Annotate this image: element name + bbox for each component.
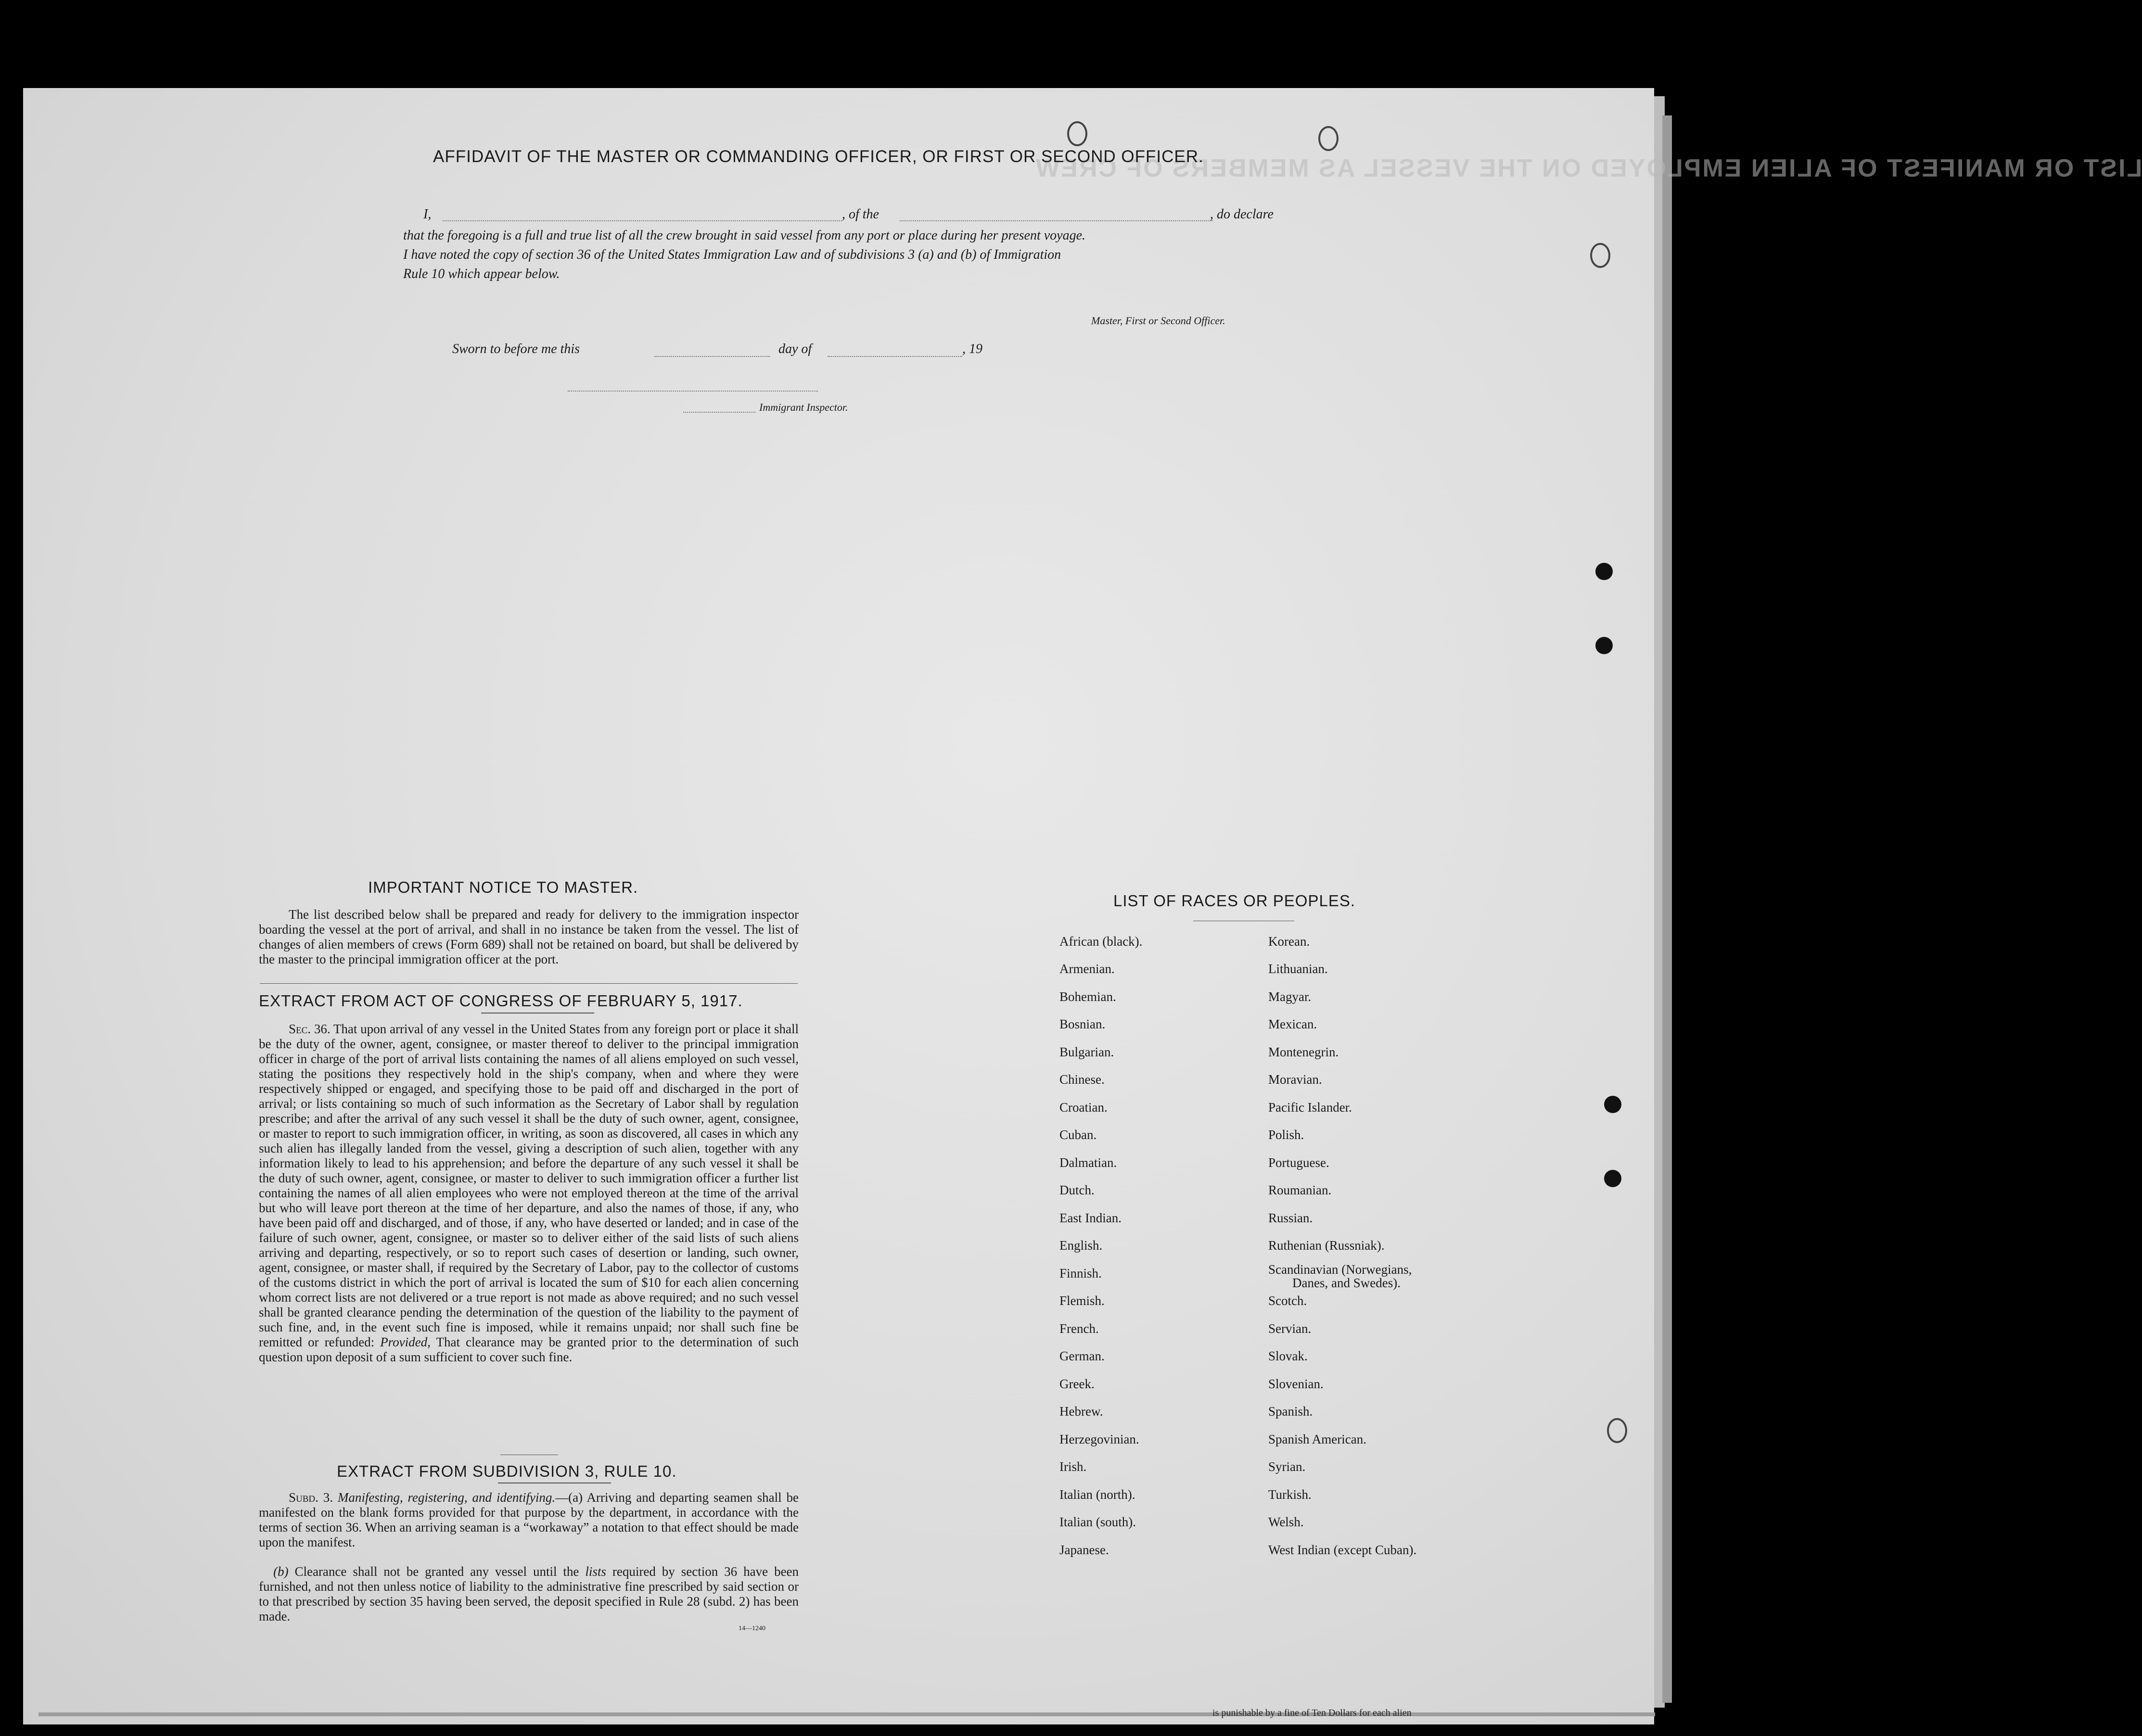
act-body <box>259 1022 799 1365</box>
day-blank <box>654 356 770 357</box>
affidavit-line-4: Rule 10 which appear below. <box>403 266 560 281</box>
punch-hole-icon <box>1595 637 1613 654</box>
race-item: Roumanian. <box>1268 1183 1332 1197</box>
race-item: West Indian (except Cuban). <box>1268 1543 1417 1557</box>
affidavit-i: I, <box>423 207 432 222</box>
race-item: Dalmatian. <box>1059 1155 1117 1170</box>
race-item: Italian (south). <box>1059 1515 1136 1529</box>
race-item: Turkish. <box>1268 1487 1312 1502</box>
act-text: That upon arrival of any vessel in the United States from any foreign port or place it shall be the duty of the owner, agent, consignee, or master thereof to deliver to the principal immigration officer in charge of the port of arrival lists containing the names of all aliens employed on such vessel, stating the positions they respectively hold in the ship's company, when and where they were respectively shipped or engaged, and specifying those to be paid off and discharged in the port of arrival; or lists containing so much of such information as the Secretary of Labor shall by regulation prescribe; and after the arrival of any such vessel it shall be the duty of such owner, agent, consignee, or master to report to such immigration officer, in writing, as soon as discovered, all cases in which any such alien has illegally landed from the vessel, giving a description of such alien, together with any information likely to lead to his apprehension; and before the departure of any such vessel it shall be the duty of such owner, agent, consignee, or master to deliver to such immigration officer a further list containing the names of all alien employees who were not employed thereon at the time of the arrival but who will leave port thereon at the time of her departure, and also the names of those, if any, who have been paid off and discharged, and of those, if any, who have deserted or landed; and in case of the failure of such owner, agent, consignee, or master so to deliver either of the said lists of such aliens arriving and departing, respectively, or so to report such cases of desertion or landing, such owner, agent, consignee, or master shall, if required by the Secretary of Labor, pay to the collector of customs of the customs district in which the port of arrival is located the sum of $10 for each alien concerning whom correct lists are not delivered or a true report is not made as above required; and no such vessel shall be granted clearance pending the determination of the question of the liability to the payment of such fine, and, in the event such fine is imposed, while it remains unpaid; nor shall such fine be remitted or refunded: <box>259 1022 799 1349</box>
race-item: Irish. <box>1059 1459 1087 1474</box>
rule-para-b <box>259 1564 799 1624</box>
sworn-day-of: day of <box>778 342 812 356</box>
race-item: Welsh. <box>1268 1515 1304 1529</box>
race-item: Russian. <box>1268 1211 1313 1225</box>
bleed-through-header: LIST OR MANIFEST OF ALIEN EMPLOYED ON THE VESSEL AS MEMBERS OF CREW <box>1034 154 2142 182</box>
subd-heading: Manifesting, registering, and identifying. <box>337 1490 556 1505</box>
race-item: Greek. <box>1059 1377 1095 1391</box>
race-item: Polish. <box>1268 1128 1304 1142</box>
race-item: French. <box>1059 1321 1099 1336</box>
subd-a-text: —(a) Arriving and departing seamen shall be manifested on the blank forms provided for that purpose by the department, in accordance with the terms of section 36. When an arriving seaman is a “workaway” a notation to that effect should be made upon the manifest. <box>259 1490 799 1549</box>
race-item: Spanish American. <box>1268 1432 1366 1446</box>
notice-body: The list described below shall be prepared and ready for delivery to the immigration inspector boarding the vessel at the port of arrival, and shall in no instance be taken from the vessel. The list of changes of alien members of crews (Form 689) shall not be retained on board, but shall be delivered by the master to the principal immigration officer at the port. <box>259 907 799 966</box>
race-item: Bohemian. <box>1059 989 1116 1004</box>
affidavit-declare: , do declare <box>1210 207 1274 222</box>
race-item: East Indian. <box>1059 1211 1122 1225</box>
race-item: Korean. <box>1268 934 1310 949</box>
page-bottom-edge <box>38 1712 1655 1716</box>
bleed-through-footer: is punishable by a fine of Ten Dollars for each alien <box>1212 1708 1412 1718</box>
punch-hole-icon <box>1604 1170 1621 1187</box>
race-item: Flemish. <box>1059 1293 1105 1308</box>
race-item-continued: Danes, and Swedes). <box>1292 1276 1401 1290</box>
immigrant-inspector-label: Immigrant Inspector. <box>759 401 848 413</box>
inspector-dots <box>683 412 755 413</box>
race-item: Chinese. <box>1059 1072 1105 1087</box>
race-item: African (black). <box>1059 934 1143 949</box>
divider <box>260 983 798 984</box>
race-item: Mexican. <box>1268 1017 1317 1031</box>
provided-word: Provided, <box>380 1335 431 1349</box>
race-item: German. <box>1059 1349 1105 1363</box>
sec-36-label: Sec. 36. <box>289 1022 331 1036</box>
act-title-rule <box>481 1013 594 1014</box>
affidavit-of-the: , of the <box>842 207 879 222</box>
subd-b-label: (b) <box>273 1564 289 1579</box>
race-item: Scandinavian (Norwegians, <box>1268 1262 1412 1277</box>
race-item: Slovenian. <box>1268 1377 1324 1391</box>
notice-title: IMPORTANT NOTICE TO MASTER. <box>368 878 638 896</box>
month-blank <box>828 356 962 357</box>
race-item: Moravian. <box>1268 1072 1322 1087</box>
ring-hole-icon <box>1067 121 1087 146</box>
sworn-year: , 19 <box>962 342 982 356</box>
race-item: Ruthenian (Russniak). <box>1268 1238 1385 1253</box>
race-item: Bosnian. <box>1059 1017 1106 1031</box>
punch-hole-icon <box>1604 1096 1621 1113</box>
race-item: Bulgarian. <box>1059 1045 1114 1059</box>
name-blank <box>443 220 842 221</box>
race-item: Dutch. <box>1059 1183 1095 1197</box>
rule-para-a <box>259 1490 799 1550</box>
race-item: Hebrew. <box>1059 1404 1103 1419</box>
form-number: 14—1240 <box>739 1625 765 1632</box>
ring-hole-icon <box>1607 1418 1627 1443</box>
race-item: Cuban. <box>1059 1128 1097 1142</box>
rule-title: EXTRACT FROM SUBDIVISION 3, RULE 10. <box>337 1462 677 1480</box>
race-item: Lithuanian. <box>1268 962 1328 976</box>
ring-hole-icon <box>1318 126 1339 151</box>
page-edge-dark <box>1662 115 1672 1703</box>
race-item: Syrian. <box>1268 1459 1306 1474</box>
vessel-blank <box>900 220 1212 221</box>
act-text-end: That clearance may be granted prior to the determination of such question upon deposit of a sum sufficient to cover such fine. <box>259 1335 799 1364</box>
race-item: Japanese. <box>1059 1543 1109 1557</box>
race-item: Pacific Islander. <box>1268 1100 1352 1115</box>
race-item: Spanish. <box>1268 1404 1313 1419</box>
affidavit-line-3: I have noted the copy of section 36 of the United States Immigration Law and of subdivisions 3 (a) and (b) of Immigration <box>403 247 1061 262</box>
races-title: LIST OF RACES OR PEOPLES. <box>1113 892 1356 910</box>
race-item: Croatian. <box>1059 1100 1108 1115</box>
race-item: Armenian. <box>1059 962 1115 976</box>
punch-hole-icon <box>1595 563 1613 580</box>
race-item: Servian. <box>1268 1321 1312 1336</box>
affidavit-title: AFFIDAVIT OF THE MASTER OR COMMANDING OFFICER, OR FIRST OR SECOND OFFICER. <box>433 147 1204 166</box>
master-signature-label: Master, First or Second Officer. <box>1091 315 1225 327</box>
race-item: Herzegovinian. <box>1059 1432 1139 1446</box>
ring-hole-icon <box>1590 243 1610 268</box>
race-item: English. <box>1059 1238 1103 1253</box>
sworn-text: Sworn to before me this <box>452 342 580 356</box>
race-item: Italian (north). <box>1059 1487 1135 1502</box>
inspector-signature-line <box>568 391 818 392</box>
subd-b-lists: lists <box>585 1564 606 1579</box>
subd-b-text-2: required by section 36 have been furnished, and not then unless notice of liability to the administrative fine prescribed by said section or to that prescribed by section 35 having been served, the deposit specified in Rule 28 (subd. 2) has been made. <box>259 1564 799 1623</box>
document-sheet <box>23 88 1654 1724</box>
subd-label: Subd. 3. <box>289 1490 333 1505</box>
race-item: Scotch. <box>1268 1293 1307 1308</box>
race-item: Montenegrin. <box>1268 1045 1339 1059</box>
race-item: Portuguese. <box>1268 1155 1329 1170</box>
race-item: Magyar. <box>1268 989 1312 1004</box>
act-title: EXTRACT FROM ACT OF CONGRESS OF FEBRUARY 5, 1917. <box>259 992 743 1010</box>
subd-b-text-1: Clearance shall not be granted any vessel until the <box>294 1564 579 1579</box>
race-item: Slovak. <box>1268 1349 1308 1363</box>
race-item: Finnish. <box>1059 1266 1102 1280</box>
affidavit-line-2: that the foregoing is a full and true list of all the crew brought in said vessel from any port or place during her present voyage. <box>403 228 1086 243</box>
